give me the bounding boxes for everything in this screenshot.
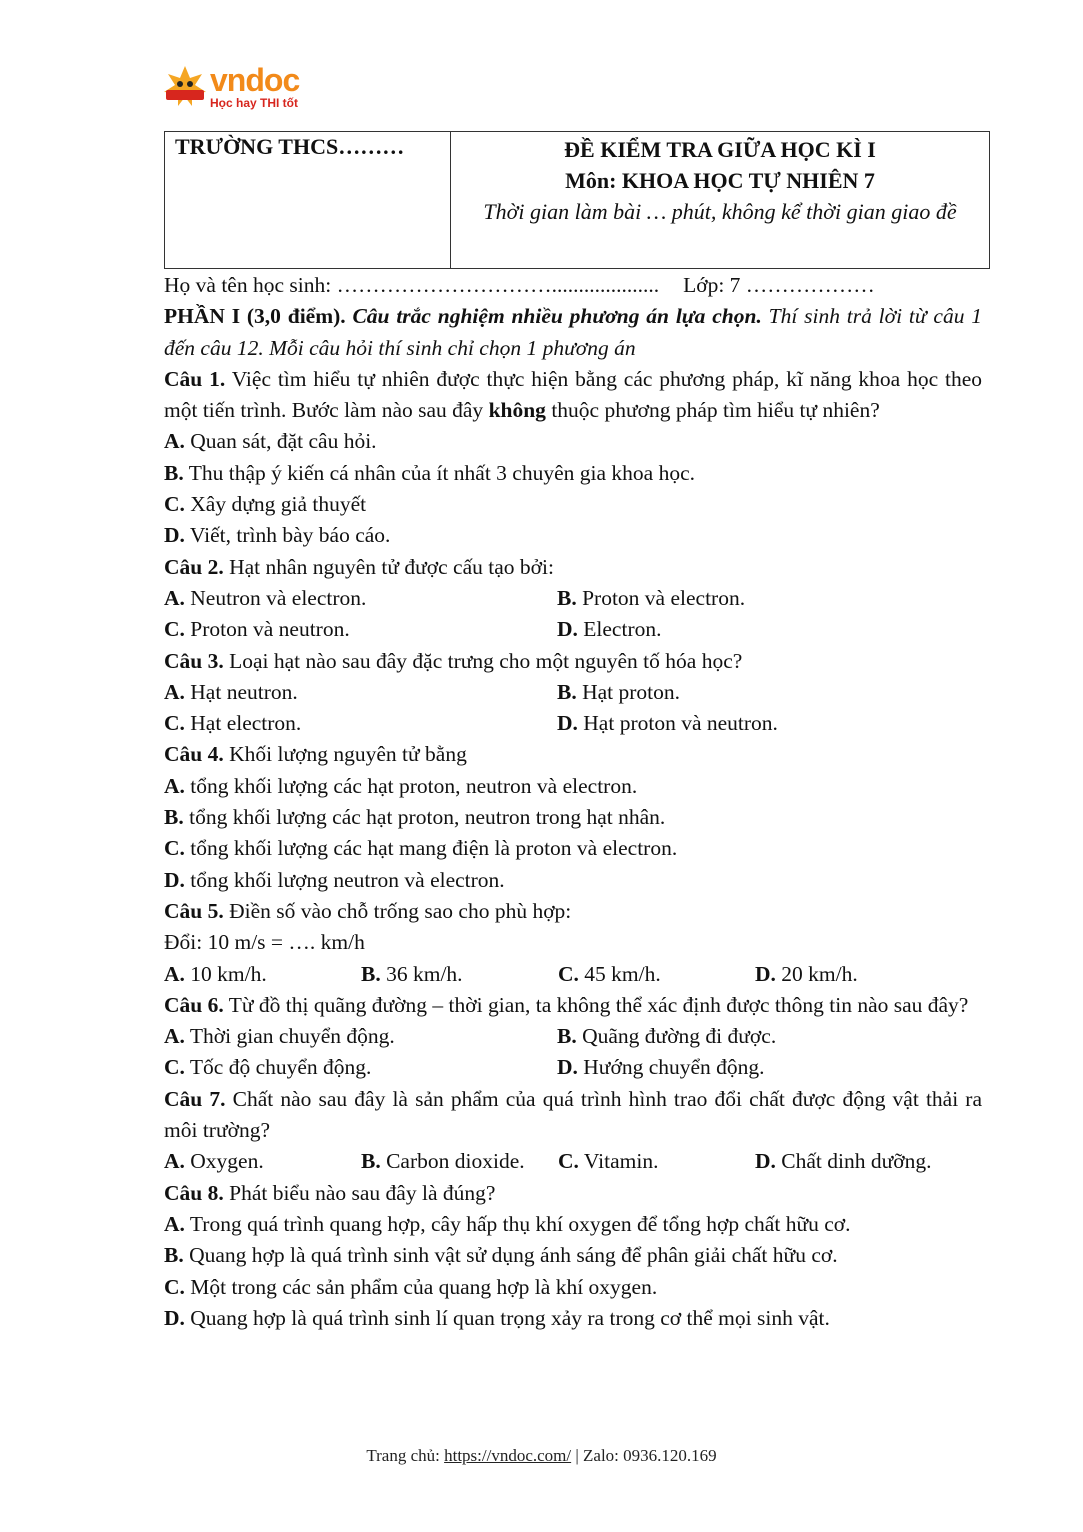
options-row — [164, 959, 982, 990]
part1-title: PHẦN I (3,0 điểm). — [164, 304, 346, 329]
options-row — [164, 583, 982, 614]
options-row — [164, 708, 982, 739]
exam-info — [451, 132, 989, 268]
option-5b: B. 36 km/h. — [361, 961, 463, 986]
option-2b: B. Proton và electron. — [557, 585, 746, 610]
exam-header-table — [164, 131, 990, 269]
question-label: Câu 6. — [164, 992, 224, 1017]
option-2d: D. Electron. — [557, 617, 662, 642]
question-label: Câu 2. — [164, 554, 224, 579]
question-1 — [164, 364, 982, 427]
question-text: Khối lượng nguyên tử bằng — [229, 742, 467, 767]
question-text-cont: thuộc phương pháp tìm hiểu tự nhiên? — [551, 398, 880, 423]
option-2c: C. Proton và neutron. — [164, 617, 350, 642]
logo-brand-text: vndoc — [210, 62, 300, 98]
option-8d: D. Quang hợp là quá trình sinh lí quan trọng xảy ra trong cơ thể mọi sinh vật. — [164, 1305, 830, 1330]
exam-time-note: Thời gian làm bài … phút, không kể thời gian giao đề — [483, 199, 957, 224]
exam-body — [164, 270, 982, 1334]
question-5-conversion: Đổi: 10 m/s = …. km/h — [164, 930, 365, 955]
student-info-line — [164, 270, 982, 301]
options-row — [164, 677, 982, 708]
part1-instruction-1: Thí sinh trả lời từ — [768, 304, 927, 329]
exam-title: ĐỀ KIỂM TRA GIỮA HỌC KÌ I — [564, 137, 876, 162]
option-1c: C. Xây dựng giả thuyết — [164, 492, 367, 517]
option-5d: D. 20 km/h. — [755, 961, 858, 986]
footer-homepage-link[interactable]: https://vndoc.com/ — [444, 1446, 572, 1465]
part1-subtitle: Câu trắc nghiệm nhiều phương án lựa chọn. — [352, 304, 762, 329]
options-row — [164, 1146, 982, 1177]
part1-heading — [164, 301, 982, 364]
option-3d: D. Hạt proton và neutron. — [557, 711, 778, 736]
option-6a: A. Thời gian chuyển động. — [164, 1024, 395, 1049]
option-3c: C. Hạt electron. — [164, 711, 302, 736]
option-7a: A. Oxygen. — [164, 1149, 264, 1174]
question-label: Câu 7. — [164, 1086, 226, 1111]
question-text: Phát biểu nào sau đây là đúng? — [229, 1180, 496, 1205]
option-1b: B. Thu thập ý kiến cá nhân của ít nhất 3 chuyên gia khoa học. — [164, 460, 695, 485]
footer-prefix: Trang chủ: — [366, 1446, 445, 1465]
option-7b: B. Carbon dioxide. — [361, 1149, 525, 1174]
question-5 — [164, 896, 982, 927]
option-6d: D. Hướng chuyển động. — [557, 1055, 765, 1080]
question-emphasis: không — [488, 398, 546, 423]
question-text: Việc tìm hiểu tự nhiên được thực hiện bằng các phương pháp, kĩ năng khoa học theo một tiến trình. Bước làm nào sau đây — [164, 366, 982, 423]
school-name: TRƯỜNG THCS……… — [165, 132, 451, 268]
option-1d: D. Viết, trình bày báo cáo. — [164, 523, 391, 548]
option-5a: A. 10 km/h. — [164, 961, 267, 986]
option-5c: C. 45 km/h. — [558, 961, 661, 986]
vndoc-logo — [162, 62, 322, 114]
question-label: Câu 4. — [164, 742, 224, 767]
question-3 — [164, 646, 982, 677]
question-7 — [164, 1084, 982, 1147]
question-2 — [164, 552, 982, 583]
question-label: Câu 1. — [164, 366, 226, 391]
option-3a: A. Hạt neutron. — [164, 679, 298, 704]
question-text: Hạt nhân nguyên tử được cấu tạo bởi: — [223, 554, 554, 579]
logo-tagline: Học hay THI tốt — [210, 96, 299, 110]
question-text: Từ đồ thị quãng đường – thời gian, ta không thể xác định được thông tin nào sau đây? — [228, 992, 969, 1017]
student-name-label: Họ và tên học sinh: ………………………….................... — [164, 273, 660, 297]
option-8b: B. Quang hợp là quá trình sinh vật sử dụng ánh sáng để phân giải chất hữu cơ. — [164, 1243, 838, 1268]
question-text: Điền số vào chỗ trống sao cho phù hợp: — [229, 898, 572, 923]
question-4 — [164, 739, 982, 770]
options-row — [164, 1052, 982, 1083]
option-7c: C. Vitamin. — [558, 1149, 659, 1174]
exam-subject: Môn: KHOA HỌC TỰ NHIÊN 7 — [565, 168, 875, 193]
options-row — [164, 614, 982, 645]
vndoc-mascot-icon — [162, 64, 208, 110]
option-7d: D. Chất dinh dưỡng. — [755, 1149, 932, 1174]
question-6 — [164, 990, 982, 1021]
question-label: Câu 5. — [164, 898, 224, 923]
option-3b: B. Hạt proton. — [557, 679, 681, 704]
footer-suffix: | Zalo: 0936.120.169 — [571, 1446, 717, 1465]
option-1a: A. Quan sát, đặt câu hỏi. — [164, 429, 377, 454]
question-text: Chất nào sau đây là sản phẩm của quá trình hình trao đổi chất được động vật thải ra môi trường? — [164, 1086, 983, 1143]
option-4c: C. tổng khối lượng các hạt mang điện là proton và electron. — [164, 836, 678, 861]
option-6b: B. Quãng đường đi được. — [557, 1024, 777, 1049]
question-label: Câu 3. — [164, 648, 224, 673]
student-class-label: Lớp: 7 ……………… — [683, 273, 875, 297]
option-4d: D. tổng khối lượng neutron và electron. — [164, 867, 505, 892]
part1-instruction-2: câu 1 đến câu 12. Mỗi câu hỏi thí sinh chỉ chọn 1 phương án — [164, 304, 983, 360]
option-4b: B. tổng khối lượng các hạt proton, neutron trong hạt nhân. — [164, 805, 666, 830]
question-label: Câu 8. — [164, 1180, 224, 1205]
option-8c: C. Một trong các sản phẩm của quang hợp là khí oxygen. — [164, 1274, 658, 1299]
options-row — [164, 1021, 982, 1052]
option-4a: A. tổng khối lượng các hạt proton, neutron và electron. — [164, 773, 638, 798]
option-6c: C. Tốc độ chuyển động. — [164, 1055, 372, 1080]
question-text: Loại hạt nào sau đây đặc trưng cho một nguyên tố hóa học? — [229, 648, 743, 673]
option-8a: A. Trong quá trình quang hợp, cây hấp thụ khí oxygen để tổng hợp chất hữu cơ. — [164, 1211, 851, 1236]
page-footer — [0, 1446, 1083, 1466]
option-2a: A. Neutron và electron. — [164, 585, 367, 610]
question-8 — [164, 1178, 982, 1209]
